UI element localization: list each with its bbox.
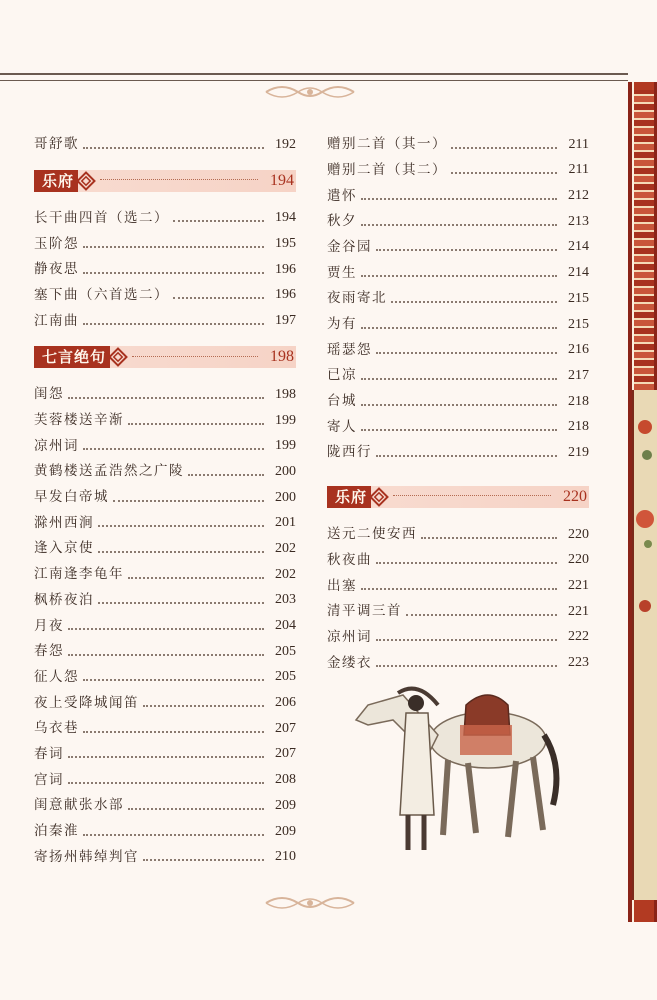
section-header-yuefu-2 (327, 486, 589, 508)
entry-page: 222 (568, 629, 589, 645)
entry-title: 台城 (327, 393, 357, 410)
entry-page: 218 (568, 419, 589, 435)
leader-dots (451, 146, 557, 149)
section-page: 220 (563, 487, 587, 505)
leader-dots (143, 858, 264, 861)
toc-entry[interactable] (34, 839, 296, 865)
entry-title: 春怨 (34, 643, 64, 660)
leader-dots (376, 638, 557, 641)
entry-page: 220 (568, 552, 589, 568)
leader-dots (83, 833, 264, 836)
leader-dots (188, 473, 264, 476)
toc-entry[interactable] (327, 409, 589, 435)
toc-entry[interactable] (34, 428, 296, 454)
entry-page: 207 (275, 720, 296, 736)
entry-title: 闺意献张水部 (34, 797, 124, 814)
leader-dots (391, 300, 557, 303)
toc-entry[interactable] (34, 505, 296, 531)
entry-title: 长干曲四首（选二） (34, 209, 169, 226)
entry-title: 枫桥夜泊 (34, 591, 94, 608)
leader-dots (83, 322, 264, 325)
toc-entry[interactable] (327, 542, 589, 568)
entry-title: 闺怨 (34, 386, 64, 403)
leader-dots (113, 499, 264, 502)
leader-dots (83, 447, 264, 450)
toc-entry[interactable] (327, 152, 589, 178)
toc-entry[interactable] (327, 306, 589, 332)
entry-page: 208 (275, 772, 296, 788)
entry-title: 金缕衣 (327, 654, 372, 671)
leader-dots (361, 326, 557, 329)
entry-title: 瑶瑟怨 (327, 341, 372, 358)
toc-entry[interactable] (34, 684, 296, 710)
section-page: 194 (270, 171, 294, 189)
entry-page: 199 (275, 412, 296, 428)
entry-page: 217 (568, 367, 589, 383)
leader-dots (83, 245, 264, 248)
entry-page: 200 (275, 489, 296, 505)
entry-page: 200 (275, 463, 296, 479)
entry-page: 201 (275, 515, 296, 531)
entry-page: 198 (275, 386, 296, 402)
entry-page: 204 (275, 618, 296, 633)
entry-title: 凉州词 (34, 437, 79, 454)
entry-page: 209 (275, 823, 296, 839)
entry-page: 197 (275, 313, 296, 329)
toc-entry[interactable] (34, 633, 296, 659)
entry-title: 凉州词 (327, 628, 372, 645)
entry-title: 芙蓉楼送辛渐 (34, 412, 124, 428)
entry-title: 静夜思 (34, 261, 79, 278)
horse-and-groom-illustration (348, 665, 568, 865)
leader-dots (376, 248, 557, 251)
toc-entry[interactable] (327, 332, 589, 358)
entry-page: 216 (568, 342, 589, 358)
toc-entry[interactable] (327, 383, 589, 409)
toc-entry[interactable] (34, 251, 296, 277)
entry-title: 寄人 (327, 418, 357, 435)
entry-page: 203 (275, 592, 296, 608)
entry-title: 夜上受降城闻笛 (34, 694, 139, 711)
leader-dots (361, 403, 557, 406)
section-header-qiyan (34, 346, 296, 368)
entry-title: 为有 (327, 316, 357, 332)
entry-title: 遣怀 (327, 187, 357, 204)
leader-dots (173, 296, 264, 299)
side-pattern (634, 90, 654, 390)
section-label: 七言绝句 (34, 346, 110, 368)
toc-entry[interactable] (34, 761, 296, 787)
toc-entry[interactable] (34, 607, 296, 633)
leader-dots (361, 274, 557, 277)
entry-page: 202 (275, 566, 296, 582)
entry-title: 秋夜曲 (327, 551, 372, 568)
leader-dots (361, 587, 557, 590)
entry-title: 寄扬州韩绰判官 (34, 848, 139, 865)
entry-title: 金谷园 (327, 238, 372, 255)
entry-page: 209 (275, 797, 296, 813)
toc-entry[interactable] (327, 126, 589, 152)
leader-dots (83, 146, 264, 149)
toc-entry[interactable] (327, 203, 589, 229)
leader-dots (451, 171, 557, 174)
entry-page: 195 (275, 236, 296, 252)
toc-entry[interactable] (327, 177, 589, 203)
entry-title: 江南曲 (34, 312, 79, 329)
leader-dots (361, 377, 557, 380)
entry-title: 已凉 (327, 367, 357, 384)
leader-dots (68, 627, 264, 630)
entry-page: 194 (275, 210, 296, 226)
entry-page: 223 (568, 655, 589, 671)
entry-title: 哥舒歌 (34, 136, 79, 153)
side-painting-panel (632, 390, 657, 900)
entry-title: 宫词 (34, 771, 64, 788)
leader-dots (68, 755, 264, 758)
entry-page: 215 (568, 316, 589, 332)
leader-dots (98, 601, 264, 604)
leader-dots (128, 807, 264, 810)
entry-page: 214 (568, 239, 589, 255)
entry-page: 211 (568, 136, 589, 152)
entry-page: 196 (275, 287, 296, 303)
leader-dots (128, 576, 264, 579)
entry-page: 199 (275, 438, 296, 454)
toc-entry[interactable] (327, 593, 589, 619)
entry-page: 211 (568, 162, 589, 178)
entry-page: 196 (275, 261, 296, 277)
toc-entry[interactable] (327, 254, 589, 280)
section-header-yuefu (34, 170, 296, 192)
toc-entry[interactable] (34, 479, 296, 505)
entry-title: 出塞 (327, 577, 357, 594)
top-ornament (262, 82, 358, 102)
leader-dots (173, 219, 264, 222)
toc-entry[interactable] (34, 302, 296, 328)
entry-title: 送元二使安西 (327, 526, 417, 543)
toc-entry[interactable] (327, 516, 589, 542)
bottom-ornament (262, 893, 358, 913)
toc-right-column (327, 126, 589, 670)
entry-page: 207 (275, 746, 296, 762)
entry-title: 月夜 (34, 617, 64, 634)
entry-title: 清平调三首 (327, 603, 402, 620)
entry-page: 214 (568, 265, 589, 281)
knot-icon (369, 487, 389, 507)
knot-icon (108, 347, 128, 367)
entry-title: 早发白帝城 (34, 489, 109, 506)
leader-dots (68, 781, 264, 784)
leader-dots (128, 422, 264, 425)
toc-entry[interactable] (34, 402, 296, 428)
entry-page: 212 (568, 188, 589, 204)
toc-entry[interactable] (34, 556, 296, 582)
leader-dots (68, 653, 264, 656)
leader-dots (83, 678, 264, 681)
section-leader (100, 179, 258, 180)
toc-entry[interactable] (327, 567, 589, 593)
leader-dots (361, 197, 557, 200)
toc-entry[interactable] (34, 277, 296, 303)
entry-page: 205 (275, 669, 296, 685)
entry-title: 春词 (34, 745, 64, 762)
entry-page: 213 (568, 213, 589, 229)
entry-page: 221 (568, 603, 589, 619)
entry-page: 205 (275, 643, 296, 659)
section-leader (132, 356, 258, 357)
toc-entry[interactable] (327, 434, 589, 460)
section-label: 乐府 (327, 486, 371, 508)
leader-dots (361, 223, 557, 226)
toc-left-column (34, 126, 296, 864)
toc-entry[interactable] (34, 710, 296, 736)
entry-title: 泊秦淮 (34, 823, 79, 839)
entry-page: 215 (568, 290, 589, 306)
section-page: 198 (270, 348, 294, 366)
entry-title: 逢入京使 (34, 540, 94, 557)
entry-title: 夜雨寄北 (327, 290, 387, 307)
toc-entry[interactable] (34, 126, 296, 152)
toc-entry[interactable] (327, 619, 589, 645)
entry-page: 202 (275, 540, 296, 556)
entry-page: 221 (568, 578, 589, 593)
entry-title: 征人怨 (34, 668, 79, 685)
toc-entry[interactable] (34, 813, 296, 839)
toc-entry[interactable] (327, 229, 589, 255)
toc-entry[interactable] (34, 530, 296, 556)
entry-title: 塞下曲（六首选二） (34, 286, 169, 303)
section-label: 乐府 (34, 170, 78, 192)
entry-page: 219 (568, 444, 589, 460)
leader-dots (83, 730, 264, 733)
entry-page: 206 (275, 695, 296, 711)
knot-icon (76, 171, 96, 191)
section-leader (393, 495, 551, 496)
leader-dots (83, 271, 264, 274)
entry-title: 玉阶怨 (34, 235, 79, 252)
toc-entry[interactable] (34, 582, 296, 608)
toc-entry[interactable] (34, 453, 296, 479)
toc-entry[interactable] (327, 357, 589, 383)
entry-title: 乌衣巷 (34, 720, 79, 737)
leader-dots (98, 550, 264, 553)
toc-entry[interactable] (327, 280, 589, 306)
entry-title: 江南逢李龟年 (34, 566, 124, 583)
toc-entry[interactable] (34, 225, 296, 251)
entry-page: 220 (568, 526, 589, 542)
leader-dots (68, 396, 264, 399)
toc-entry[interactable] (34, 376, 296, 402)
entry-title: 贾生 (327, 264, 357, 281)
leader-dots (376, 454, 557, 457)
leader-dots (376, 561, 557, 564)
leader-dots (361, 428, 557, 431)
entry-title: 陇西行 (327, 444, 372, 461)
toc-entry[interactable] (34, 736, 296, 762)
entry-title: 黄鹤楼送孟浩然之广陵 (34, 463, 184, 480)
leader-dots (143, 704, 264, 707)
entry-title: 秋夕 (327, 213, 357, 230)
leader-dots (406, 613, 557, 616)
entry-page: 210 (275, 849, 296, 865)
entry-title: 赠别二首（其一） (327, 136, 447, 153)
leader-dots (376, 351, 557, 354)
entry-page: 192 (275, 136, 296, 152)
toc-entry[interactable] (34, 659, 296, 685)
entry-page: 218 (568, 393, 589, 409)
entry-title: 滁州西涧 (34, 514, 94, 531)
leader-dots (421, 536, 557, 539)
entry-title: 赠别二首（其二） (327, 161, 447, 178)
top-rule (0, 73, 628, 81)
leader-dots (98, 524, 264, 527)
toc-entry[interactable] (34, 200, 296, 226)
toc-entry[interactable] (34, 787, 296, 813)
